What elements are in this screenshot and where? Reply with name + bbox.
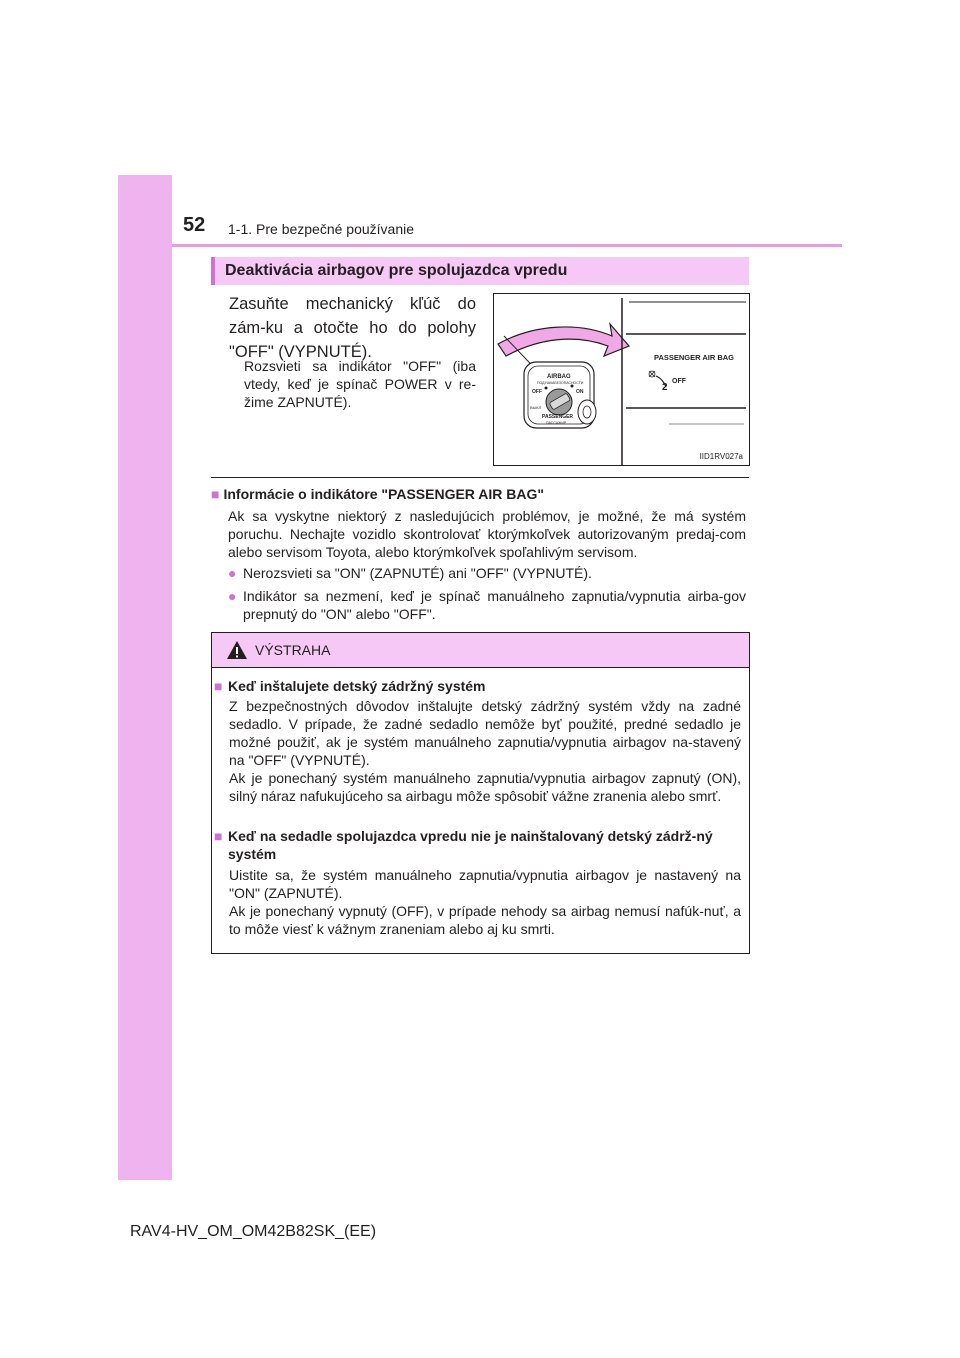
switch-off-ru-label: ВЫКЛ — [530, 405, 542, 410]
airbag-switch-illustration — [494, 294, 749, 465]
chapter-title: 1-1. Pre bezpečné používanie — [228, 221, 415, 237]
circle-bullet-icon: ● — [228, 565, 237, 581]
section-heading — [211, 257, 749, 285]
airbag-off-icon — [649, 371, 668, 393]
divider — [211, 477, 749, 478]
square-bullet-icon: ■ — [214, 828, 223, 844]
airbag-switch-figure — [493, 293, 750, 466]
switch-passenger-ru-label: ПАССАЖИР — [546, 421, 567, 425]
square-bullet-icon: ■ — [211, 486, 220, 502]
panel-label: PASSENGER AIR BAG — [654, 353, 735, 362]
info-bullet-2 — [228, 587, 746, 623]
info-bullet-1 — [228, 564, 746, 582]
header-rule — [172, 244, 842, 247]
page-number: 52 — [183, 214, 206, 236]
warning-header — [212, 633, 749, 668]
warning-title-text: Keď na sedadle spolujazdca vpredu nie je nainštalovaný detský zádrž-ný systém — [228, 828, 713, 862]
warning-heading: VÝSTRAHA — [255, 642, 331, 658]
warning-item-body-2: Uistite sa, že systém manuálneho zapnutia/vypnutia airbagov je nastavený na "ON" (ZAPNUTÉ). Ak je ponechaný vypnutý (OFF), v prípade nehody sa airbag nemusí nafúk-nuť, a to môže viesť k vážnym zraneniam alebo aj ku smrti. — [229, 867, 741, 937]
switch-airbag-label: AIRBAG — [547, 374, 571, 380]
step-instruction: Zasuňte mechanický kľúč do zám-ku a otočte ho do polohy "OFF" (VYPNUTÉ). — [229, 295, 476, 361]
circle-bullet-icon: ● — [228, 588, 237, 604]
square-bullet-icon: ■ — [214, 678, 223, 694]
key-switch — [498, 324, 629, 428]
footer-code: RAV4-HV_OM_OM42B82SK_(EE) — [130, 1223, 377, 1240]
figure-code: IID1RV027a — [699, 452, 743, 461]
step-note: Rozsvieti sa indikátor "OFF" (iba vtedy, keď je spínač POWER v re-žime ZAPNUTÉ). — [244, 358, 476, 410]
warning-title-text: Keď inštalujete detský zádržný systém — [228, 678, 486, 694]
indicator-panel — [622, 298, 746, 465]
info-bullet-text: Indikátor sa nezmení, keď je spínač manuálneho zapnutia/vypnutia airba-gov prepnutý do "ON" alebo "OFF". — [243, 588, 746, 622]
info-bullet-text: Nerozsvieti sa "ON" (ZAPNUTÉ) ani "OFF" (VYPNUTÉ). — [243, 565, 592, 581]
info-body: Ak sa vyskytne niektorý z nasledujúcich problémov, je možné, že má systém poruchu. Nechajte vozidlo skontrolovať ktorýmkoľvek autorizovaným predaj-com alebo servisom Toyota, alebo ktorýmkoľvek spoľahlivým servisom. — [228, 508, 746, 560]
info-heading — [211, 486, 544, 502]
switch-off-label: OFF — [532, 389, 542, 395]
switch-passenger-label: PASSENGER — [542, 414, 574, 420]
switch-airbag-ru-label: ПОДУШКАБЕЗОПАСНОСТИ — [537, 381, 584, 385]
side-strip — [118, 175, 172, 1180]
svg-text:2: 2 — [662, 382, 668, 393]
warning-item-title-1 — [214, 677, 744, 695]
panel-off-label: OFF — [672, 378, 686, 385]
warning-item-title-2 — [214, 827, 744, 863]
info-title: Informácie o indikátore "PASSENGER AIR BAG" — [223, 486, 545, 502]
warning-triangle-icon — [226, 640, 248, 660]
warning-item-body-1: Z bezpečnostných dôvodov inštalujte detský zádržný systém vždy na zadné sedadlo. V prípade, že zadné sedadlo nemôže byť použité, predné sedadlo je možné použiť, ak je systém manuálneho zapnutia/vypnutia airbagov na-stavený na "OFF" (VYPNUTÉ). Ak je ponechaný systém manuálneho zapnutia/vypnutia airbagov zapnutý (ON), silný náraz nafukujúceho sa airbagu môže spôsobiť vážne zranenia alebo smrť. — [229, 698, 741, 804]
switch-on-label: ON — [576, 389, 584, 395]
section-title: Deaktivácia airbagov pre spolujazdca vpredu — [225, 262, 568, 279]
warning-box — [211, 632, 750, 954]
